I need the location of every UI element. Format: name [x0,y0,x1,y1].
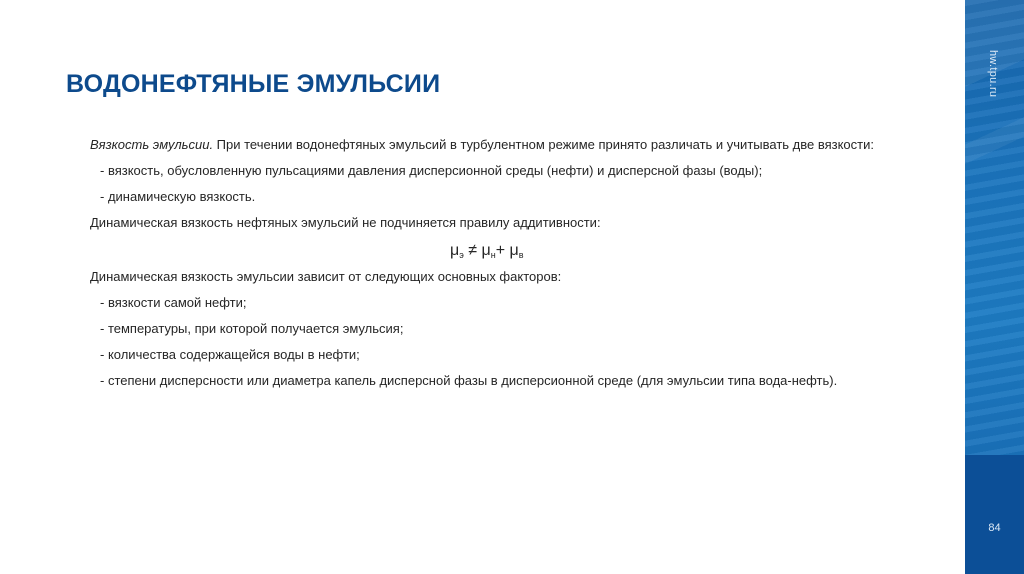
viscosity-item-1: - вязкость, обусловленную пульсациями давления дисперсионной среды (нефти) и дисперсной фазы (воды); [100,163,763,178]
factor-item: - степени дисперсности или диаметра капель дисперсной фазы в дисперсионной среде (для эмульсии типа вода-нефть). [100,373,838,388]
sidebar-solid-block [965,455,1024,574]
factor-item: - вязкости самой нефти; [100,295,247,310]
intro-italic-term: Вязкость эмульсии. [90,137,214,152]
slide-body [90,137,950,399]
formula-sub-oil: н [490,250,496,260]
formula-mu-oil: μ [481,242,491,259]
formula-plus: + [495,242,510,259]
formula-sub-emulsion: э [459,250,464,260]
sidebar-photo-background [965,0,1024,455]
slide-title: ВОДОНЕФТЯНЫЕ ЭМУЛЬСИИ [66,70,441,98]
factor-item: - температуры, при которой получается эмульсия; [100,321,404,336]
formula-sub-water: в [518,250,524,260]
factor-item: - количества содержащейся воды в нефти; [100,347,360,362]
intro-text: При течении водонефтяных эмульсий в турбулентном режиме принято различать и учитывать две вязкости: [213,137,874,152]
formula-mu-water: μ [509,242,519,259]
intro-paragraph [90,137,950,163]
viscosity-item-2: - динамическую вязкость. [100,189,256,204]
formula-not-equal: ≠ [463,242,482,259]
factors-intro: Динамическая вязкость эмульсии зависит от следующих основных факторов: [90,269,562,284]
additivity-paragraph: Динамическая вязкость нефтяных эмульсий не подчиняется правилу аддитивности: [90,215,601,230]
page-number: 84 [988,522,1001,534]
formula-mu-emulsion: μ [450,242,460,259]
viscosity-formula [90,241,950,269]
site-url-label: hw.tpu.ru [987,50,999,98]
right-sidebar [965,0,1024,574]
